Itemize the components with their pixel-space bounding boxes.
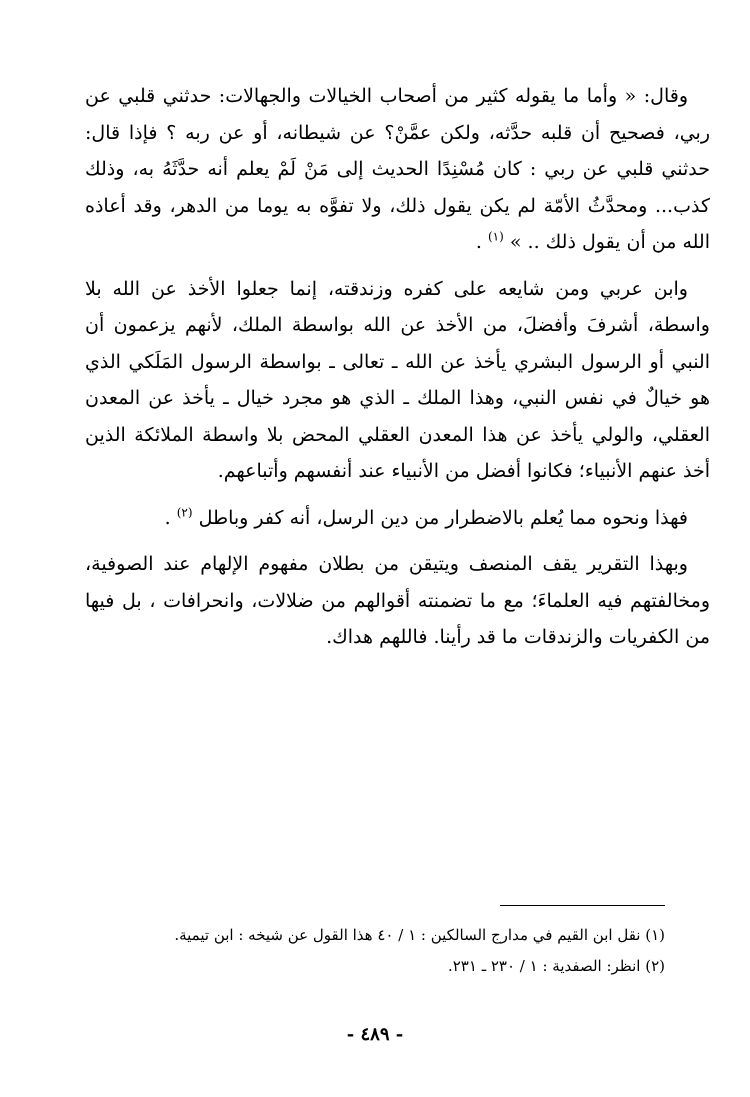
paragraph-summary <box>85 546 710 656</box>
paragraph-text: فهذا ونحوه مما يُعلم بالاضطرار من دين الرسل، أنه كفر وباطل <box>198 506 688 529</box>
paragraph-tail: . <box>164 506 177 529</box>
paragraph-tail: . <box>475 231 488 253</box>
footnote-ref[interactable]: (٢) <box>176 505 193 520</box>
paragraph-conclusion <box>85 500 710 537</box>
footnote-1: (١) نقل ابن القيم في مدارج السالكين : ١ / ٤٠ هذا القول عن شيخه : ابن تيمية. <box>174 926 665 944</box>
footnotes <box>65 920 665 982</box>
paragraph-text: وابن عربي ومن شايعه على كفره وزندقته، إنما جعلوا الأخذ عن الله بلا واسطة، أشرفَ وأفضلَ، من الأخذ عن الله بواسطة الملك، لأنهم يزعمون أن النبي أو الرسول البشري يأخذ عن الله ـ تعالى ـ بواسطة الرسول المَلَكي الذي هو خيالٌ في نفس النبي، وهذا الملك ـ الذي هو مجرد خيال ـ يأخذ عن المعدن العقلي، والولي يأخذ عن هذا المعدن العقلي المحض بلا واسطة الملائكة الذين أخذ عنهم الأنبياء؛ فكانوا أفضل من الأنبياء عند أنفسهم وأتباعهم. <box>85 277 710 482</box>
footnote-2: (٢) انظر: الصفدية : ١ / ٢٣٠ ـ ٢٣١. <box>447 957 665 975</box>
paragraph-ibn-arabi <box>85 271 710 490</box>
main-text <box>85 78 710 656</box>
page-number: - ٤٨٩ - <box>346 1024 404 1045</box>
paragraph-text: وقال: « وأما ما يقوله كثير من أصحاب الخيالات والجهالات: حدثني قلبي عن ربي، فصحيح أن قلبه حدَّثه، ولكن عمَّنْ؟ عن شيطانه، أو عن ربه ؟ فإذا قال: حدثني قلبي عن ربي : كان مُسْنِدًا الحديث إلى مَنْ لَمْ يعلم أنه حدَّثَهُ به، وذلك كذب... ومحدَّثُ الأمّة لم يكن يقول ذلك، ولا تفوَّه به يوما من الدهر، وقد أعاذه الله من أن يقول ذلك .. » <box>85 85 710 253</box>
paragraph-quote <box>85 78 710 261</box>
footnote-ref[interactable]: (١) <box>487 229 504 244</box>
paragraph-text: وبهذا التقرير يقف المنصف ويتيقن من بطلان مفهوم الإلهام عند الصوفية، ومخالفتهم فيه العلماءَ؛ مع ما تضمنته أقوالهم من ضلالات، وانحرافات ، بل فيها من الكفريات والزندقات ما قد رأينا. فاللهم هداك. <box>85 553 710 648</box>
footnote-divider <box>500 905 665 906</box>
